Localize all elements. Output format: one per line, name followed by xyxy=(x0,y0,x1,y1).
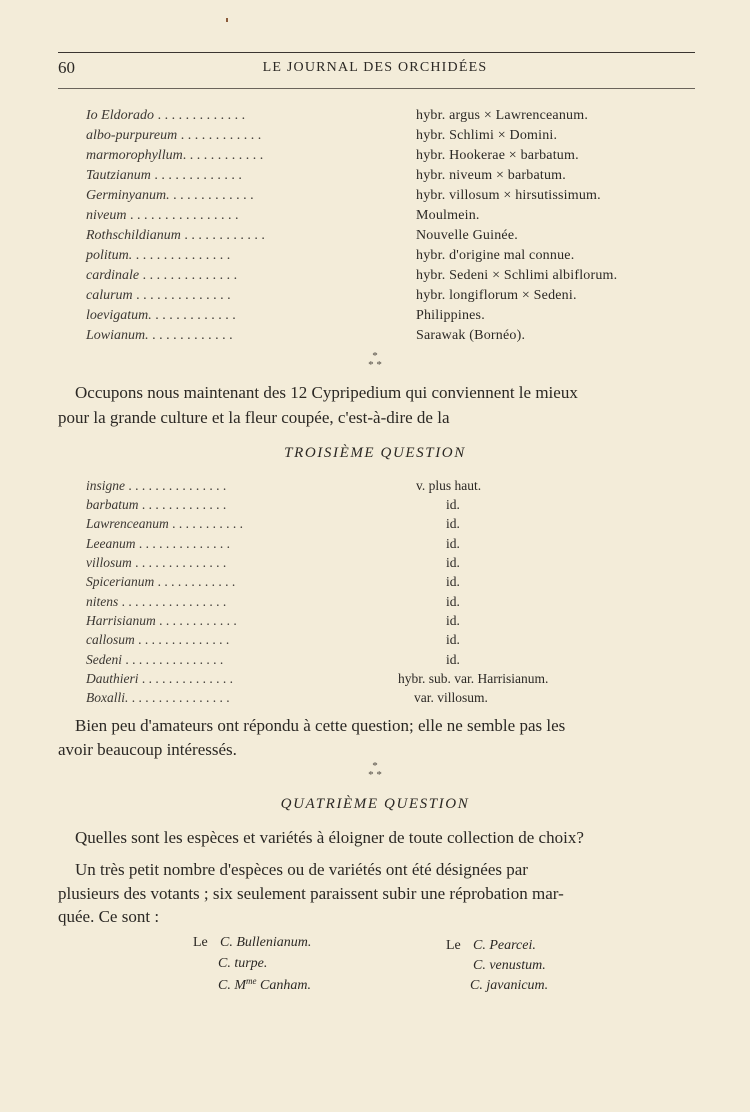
item-value: id. xyxy=(446,516,460,531)
leader-dots: Leeanum . . . . . . . . . . . . . . xyxy=(86,536,230,551)
leader-dots: Dauthieri . . . . . . . . . . . . . . xyxy=(86,671,233,686)
item-value: id. xyxy=(446,613,460,628)
fourth-question-text: Quelles sont les espèces et variétés à éloigner de toute collection de choix? xyxy=(75,828,584,847)
item-value: id. xyxy=(446,497,460,512)
item-value: v. plus haut. xyxy=(416,478,482,493)
item-value: Moulmein. xyxy=(416,208,480,223)
third-question-heading: TROISIÈME QUESTION xyxy=(284,445,466,461)
item-value: hybr. Schlimi × Domini. xyxy=(416,128,558,143)
leader-dots: cardinale . . . . . . . . . . . . . . xyxy=(86,268,238,283)
comment-line-2: avoir beaucoup intéressés. xyxy=(58,740,237,759)
item-value: id. xyxy=(446,555,460,570)
leader-dots: Io Eldorado . . . . . . . . . . . . . xyxy=(86,108,246,123)
leader-dots: nitens . . . . . . . . . . . . . . . . xyxy=(86,594,227,609)
leader-dots: politum. . . . . . . . . . . . . . . xyxy=(86,248,231,263)
item-value: id. xyxy=(446,632,460,647)
item-value: hybr. Hookerae × barbatum. xyxy=(416,148,579,163)
left-column-le: Le xyxy=(193,935,208,950)
rejected-species: C. turpe. xyxy=(218,956,268,971)
header-rule-top xyxy=(58,52,695,53)
comment-line-1: Bien peu d'amateurs ont répondu à cette question; elle ne semble pas les xyxy=(75,716,566,735)
item-value: hybr. sub. var. Harrisianum. xyxy=(398,671,549,686)
right-column-le: Le xyxy=(446,938,461,953)
item-value: var. villosum. xyxy=(414,690,488,705)
leader-dots: barbatum . . . . . . . . . . . . . xyxy=(86,497,227,512)
item-value: id. xyxy=(446,536,460,551)
leader-dots: villosum . . . . . . . . . . . . . . xyxy=(86,555,227,570)
header-rule-bottom xyxy=(58,88,695,89)
running-head: LE JOURNAL DES ORCHIDÉES xyxy=(262,60,488,75)
fourth-para-line-1: Un très petit nombre d'espèces ou de variétés ont été désignées par xyxy=(75,860,528,879)
leader-dots: Lawrenceanum . . . . . . . . . . . xyxy=(86,516,243,531)
leader-dots: niveum . . . . . . . . . . . . . . . . xyxy=(86,208,239,223)
leader-dots: Spicerianum . . . . . . . . . . . . xyxy=(86,574,236,589)
fourth-question-heading: QUATRIÈME QUESTION xyxy=(280,796,470,812)
asterism: * * * xyxy=(368,350,382,371)
leader-dots: Boxalli. . . . . . . . . . . . . . . . xyxy=(86,690,230,705)
fourth-para-line-2: plusieurs des votants ; six seulement paraissent subir une réprobation mar- xyxy=(58,884,564,903)
leader-dots: Germinyanum. . . . . . . . . . . . . xyxy=(86,188,254,203)
leader-dots: Tautzianum . . . . . . . . . . . . . xyxy=(86,168,242,183)
intro-line-2: pour la grande culture et la fleur coupée, c'est-à-dire de la xyxy=(58,408,450,427)
leader-dots: loevigatum. . . . . . . . . . . . . xyxy=(86,308,236,323)
asterism: * * * xyxy=(368,760,382,781)
intro-line-1: Occupons nous maintenant des 12 Cypripedium qui conviennent le mieux xyxy=(75,383,578,402)
rejected-species: C. javanicum. xyxy=(470,978,549,993)
item-value: hybr. longiflorum × Sedeni. xyxy=(416,288,577,303)
rejected-species: C. Bullenianum. xyxy=(220,935,312,950)
rejected-species: C. $M^{me}$ Canham. xyxy=(218,976,311,993)
leader-dots: Harrisianum . . . . . . . . . . . . xyxy=(86,613,237,628)
leader-dots: Lowianum. . . . . . . . . . . . . xyxy=(86,328,233,343)
item-value: Nouvelle Guinée. xyxy=(416,228,518,243)
item-value: id. xyxy=(446,574,460,589)
leader-dots: calurum . . . . . . . . . . . . . . xyxy=(86,288,231,303)
leader-dots: marmorophyllum. . . . . . . . . . . . xyxy=(86,148,264,163)
item-value: Sarawak (Bornéo). xyxy=(416,328,526,343)
leader-dots: callosum . . . . . . . . . . . . . . xyxy=(86,632,230,647)
fourth-para-line-3: quée. Ce sont : xyxy=(58,907,160,926)
item-value: hybr. Sedeni × Schlimi albiflorum. xyxy=(416,268,618,283)
item-value: hybr. argus × Lawrenceanum. xyxy=(416,108,589,123)
leader-dots: insigne . . . . . . . . . . . . . . . xyxy=(86,478,227,493)
leader-dots: albo-purpureum . . . . . . . . . . . . xyxy=(86,128,262,143)
item-value: Philippines. xyxy=(416,308,485,323)
item-value: hybr. niveum × barbatum. xyxy=(416,168,566,183)
item-value: id. xyxy=(446,594,460,609)
item-value: id. xyxy=(446,652,460,667)
rejected-species: C. venustum. xyxy=(473,958,546,973)
page-number: 60 xyxy=(58,58,75,77)
ink-mark xyxy=(226,18,228,22)
leader-dots: Rothschildianum . . . . . . . . . . . . xyxy=(86,228,265,243)
leader-dots: Sedeni . . . . . . . . . . . . . . . xyxy=(86,652,224,667)
item-value: hybr. d'origine mal connue. xyxy=(416,248,575,263)
item-value: hybr. villosum × hirsutissimum. xyxy=(416,188,601,203)
rejected-species: C. Pearcei. xyxy=(473,938,536,953)
